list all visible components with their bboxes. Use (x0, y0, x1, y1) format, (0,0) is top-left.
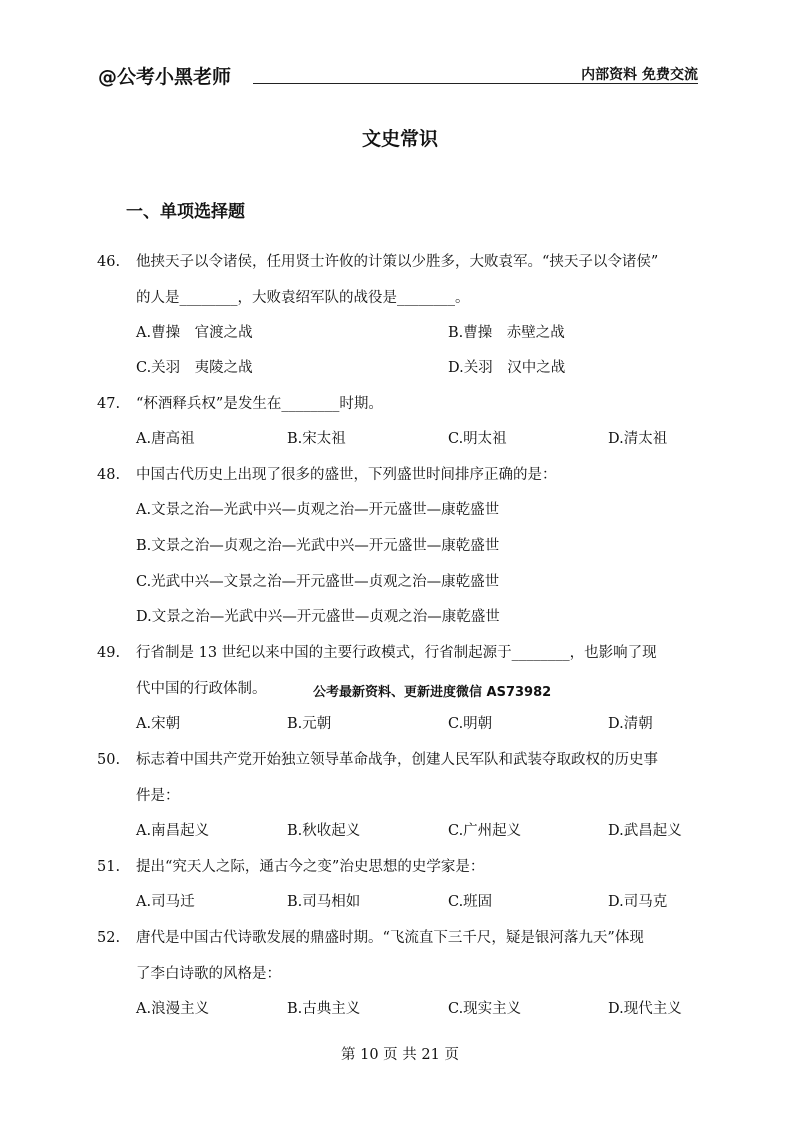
option: A.浪漫主义 (136, 1001, 210, 1017)
option: B.秋收起义 (287, 823, 361, 839)
option: B.文景之治—贞观之治—光武中兴—开元盛世—康乾盛世 (136, 538, 500, 554)
question-text: 中国古代历史上出现了很多的盛世，下列盛世时间排序正确的是： (136, 467, 557, 483)
question-text: 提出“究天人之际，通古今之变”治史思想的史学家是： (136, 859, 485, 875)
option: C.光武中兴—文景之治—开元盛世—贞观之治—康乾盛世 (136, 574, 500, 590)
option: D.清太祖 (608, 431, 668, 447)
option: D.文景之治—光武中兴—开元盛世—贞观之治—康乾盛世 (136, 609, 500, 625)
option: C.关羽 夷陵之战 (136, 360, 253, 376)
option: D.关羽 汉中之战 (448, 360, 566, 376)
option: A.南昌起义 (136, 823, 210, 839)
section-heading: 一、单项选择题 (126, 202, 245, 222)
page-title: 文史常识 (361, 128, 438, 150)
option: B.古典主义 (287, 1001, 361, 1017)
question-text: 唐代是中国古代诗歌发展的鼎盛时期。“飞流直下三千尺，疑是银河落九天”体现 (136, 930, 644, 946)
question-text: 标志着中国共产党开始独立领导革命战争，创建人民军队和武装夺取政权的历史事 (136, 752, 658, 768)
question-number: 51. (97, 859, 121, 875)
option: A.宋朝 (136, 716, 181, 732)
option: C.现实主义 (448, 1001, 522, 1017)
question-number: 52. (97, 930, 121, 946)
option: A.曹操 官渡之战 (136, 325, 253, 341)
question-text: 了李白诗歌的风格是： (136, 966, 281, 982)
question-number: 48. (97, 467, 121, 483)
option: A.司马迁 (136, 894, 195, 910)
option: D.清朝 (608, 716, 653, 732)
page-number: 第 10 页 共 21 页 (341, 1047, 459, 1063)
question-number: 47. (97, 396, 121, 412)
option: A.唐高祖 (136, 431, 195, 447)
question-text: “杯酒释兵权”是发生在________时期。 (136, 396, 383, 412)
promo-note: 公考最新资料、更新进度微信 AS73982 (313, 685, 552, 700)
option: C.明朝 (448, 716, 493, 732)
question-text: 代中国的行政体制。 (136, 681, 267, 697)
option: B.元朝 (287, 716, 332, 732)
option: B.曹操 赤壁之战 (448, 325, 565, 341)
question-text: 的人是________，大败袁绍军队的战役是________。 (136, 290, 470, 306)
option: B.宋太祖 (287, 431, 346, 447)
question-text: 件是： (136, 788, 180, 804)
option: C.明太祖 (448, 431, 507, 447)
option: B.司马相如 (287, 894, 361, 910)
question-number: 49. (97, 645, 121, 661)
header-note: 内部资料 免费交流 (581, 67, 698, 83)
option: A.文景之治—光武中兴—贞观之治—开元盛世—康乾盛世 (136, 502, 500, 518)
question-number: 46. (97, 254, 121, 270)
option: D.武昌起义 (608, 823, 682, 839)
option: D.现代主义 (608, 1001, 682, 1017)
question-number: 50. (97, 752, 121, 768)
question-text: 他挟天子以令诸侯，任用贤士许攸的计策以少胜多，大败袁军。“挟天子以令诸侯” (136, 254, 659, 270)
option: C.广州起义 (448, 823, 522, 839)
question-text: 行省制是 13 世纪以来中国的主要行政模式，行省制起源于________，也影响了现 (136, 645, 657, 661)
option: D.司马克 (608, 894, 668, 910)
option: C.班固 (448, 894, 493, 910)
brand-title: @公考小黑老师 (98, 66, 232, 88)
